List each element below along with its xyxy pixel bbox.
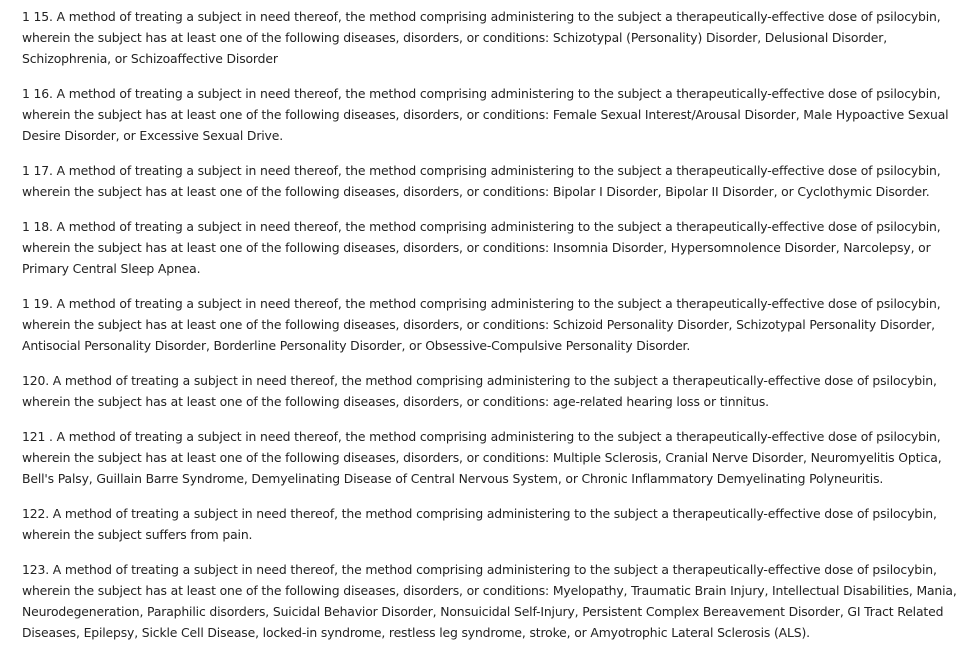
claim-text: A method of treating a subject in need thereof, the method comprising administering to the subject a therapeutically-effective dose of psilocybin, wherein the subject has at least one of the following diseases, disorders, or conditions: Insomnia Disorder, Hypersomnolence Disorder, Narcolepsy, or Primary Central Sleep Apnea. [22, 219, 941, 276]
claim-text: A method of treating a subject in need thereof, the method comprising administering to the subject a therapeutically-effective dose of psilocybin, wherein the subject has at least one of the following diseases, disorders, or conditions: Myelopathy, Traumatic Brain Injury, Intellectual Disabilities, Mania, Neurodegeneration, Paraphilic disorders, Suicidal Behavior Disorder, Nonsuicidal Self-Injury, Persistent Complex Bereavement Disorder, GI Tract Related Diseases, Epilepsy, Sickle Cell Disease, locked-in syndrome, restless leg syndrome, stroke, or Amyotrophic Lateral Sclerosis (ALS). [22, 562, 957, 640]
claim-number: 120. [22, 373, 49, 388]
claim-118 [22, 216, 962, 279]
claim-116 [22, 83, 962, 146]
claim-number: 1 15. [22, 9, 53, 24]
claim-text: A method of treating a subject in need thereof, the method comprising administering to the subject a therapeutically-effective dose of psilocybin, wherein the subject has at least one of the following diseases, disorders, or conditions: Multiple Sclerosis, Cranial Nerve Disorder, Neuromyelitis Optica, Bell's Palsy, Guillain Barre Syndrome, Demyelinating Disease of Central Nervous System, or Chronic Inflammatory Demyelinating Polyneuritis. [22, 429, 942, 486]
claim-121 [22, 426, 962, 489]
claim-number: 1 18. [22, 219, 53, 234]
claim-117 [22, 160, 962, 202]
claim-text: A method of treating a subject in need thereof, the method comprising administering to the subject a therapeutically-effective dose of psilocybin, wherein the subject suffers from pain. [22, 506, 937, 542]
claim-number: 123. [22, 562, 49, 577]
claim-115 [22, 6, 962, 69]
claim-text: A method of treating a subject in need thereof, the method comprising administering to the subject a therapeutically-effective dose of psilocybin, wherein the subject has at least one of the following diseases, disorders, or conditions: Schizoid Personality Disorder, Schizotypal Personality Disorder, Antisocial Personality Disorder, Borderline Personality Disorder, or Obsessive-Compulsive Personality Disorder. [22, 296, 941, 353]
claim-number: 1 19. [22, 296, 53, 311]
claim-120 [22, 370, 962, 412]
claim-number: 121 . [22, 429, 53, 444]
claim-number: 1 16. [22, 86, 53, 101]
claim-text: A method of treating a subject in need thereof, the method comprising administering to the subject a therapeutically-effective dose of psilocybin, wherein the subject has at least one of the following diseases, disorders, or conditions: Female Sexual Interest/Arousal Disorder, Male Hypoactive Sexual Desire Disorder, or Excessive Sexual Drive. [22, 86, 949, 143]
claim-number: 1 17. [22, 163, 53, 178]
patent-claims-document [22, 6, 962, 657]
claim-number: 122. [22, 506, 49, 521]
claim-123 [22, 559, 962, 643]
claim-text: A method of treating a subject in need thereof, the method comprising administering to the subject a therapeutically-effective dose of psilocybin, wherein the subject has at least one of the following diseases, disorders, or conditions: Schizotypal (Personality) Disorder, Delusional Disorder, Schizophrenia, or Schizoaffective Disorder [22, 9, 941, 66]
claim-122 [22, 503, 962, 545]
claim-text: A method of treating a subject in need thereof, the method comprising administering to the subject a therapeutically-effective dose of psilocybin, wherein the subject has at least one of the following diseases, disorders, or conditions: age-related hearing loss or tinnitus. [22, 373, 937, 409]
claim-119 [22, 293, 962, 356]
claim-text: A method of treating a subject in need thereof, the method comprising administering to the subject a therapeutically-effective dose of psilocybin, wherein the subject has at least one of the following diseases, disorders, or conditions: Bipolar I Disorder, Bipolar II Disorder, or Cyclothymic Disorder. [22, 163, 941, 199]
